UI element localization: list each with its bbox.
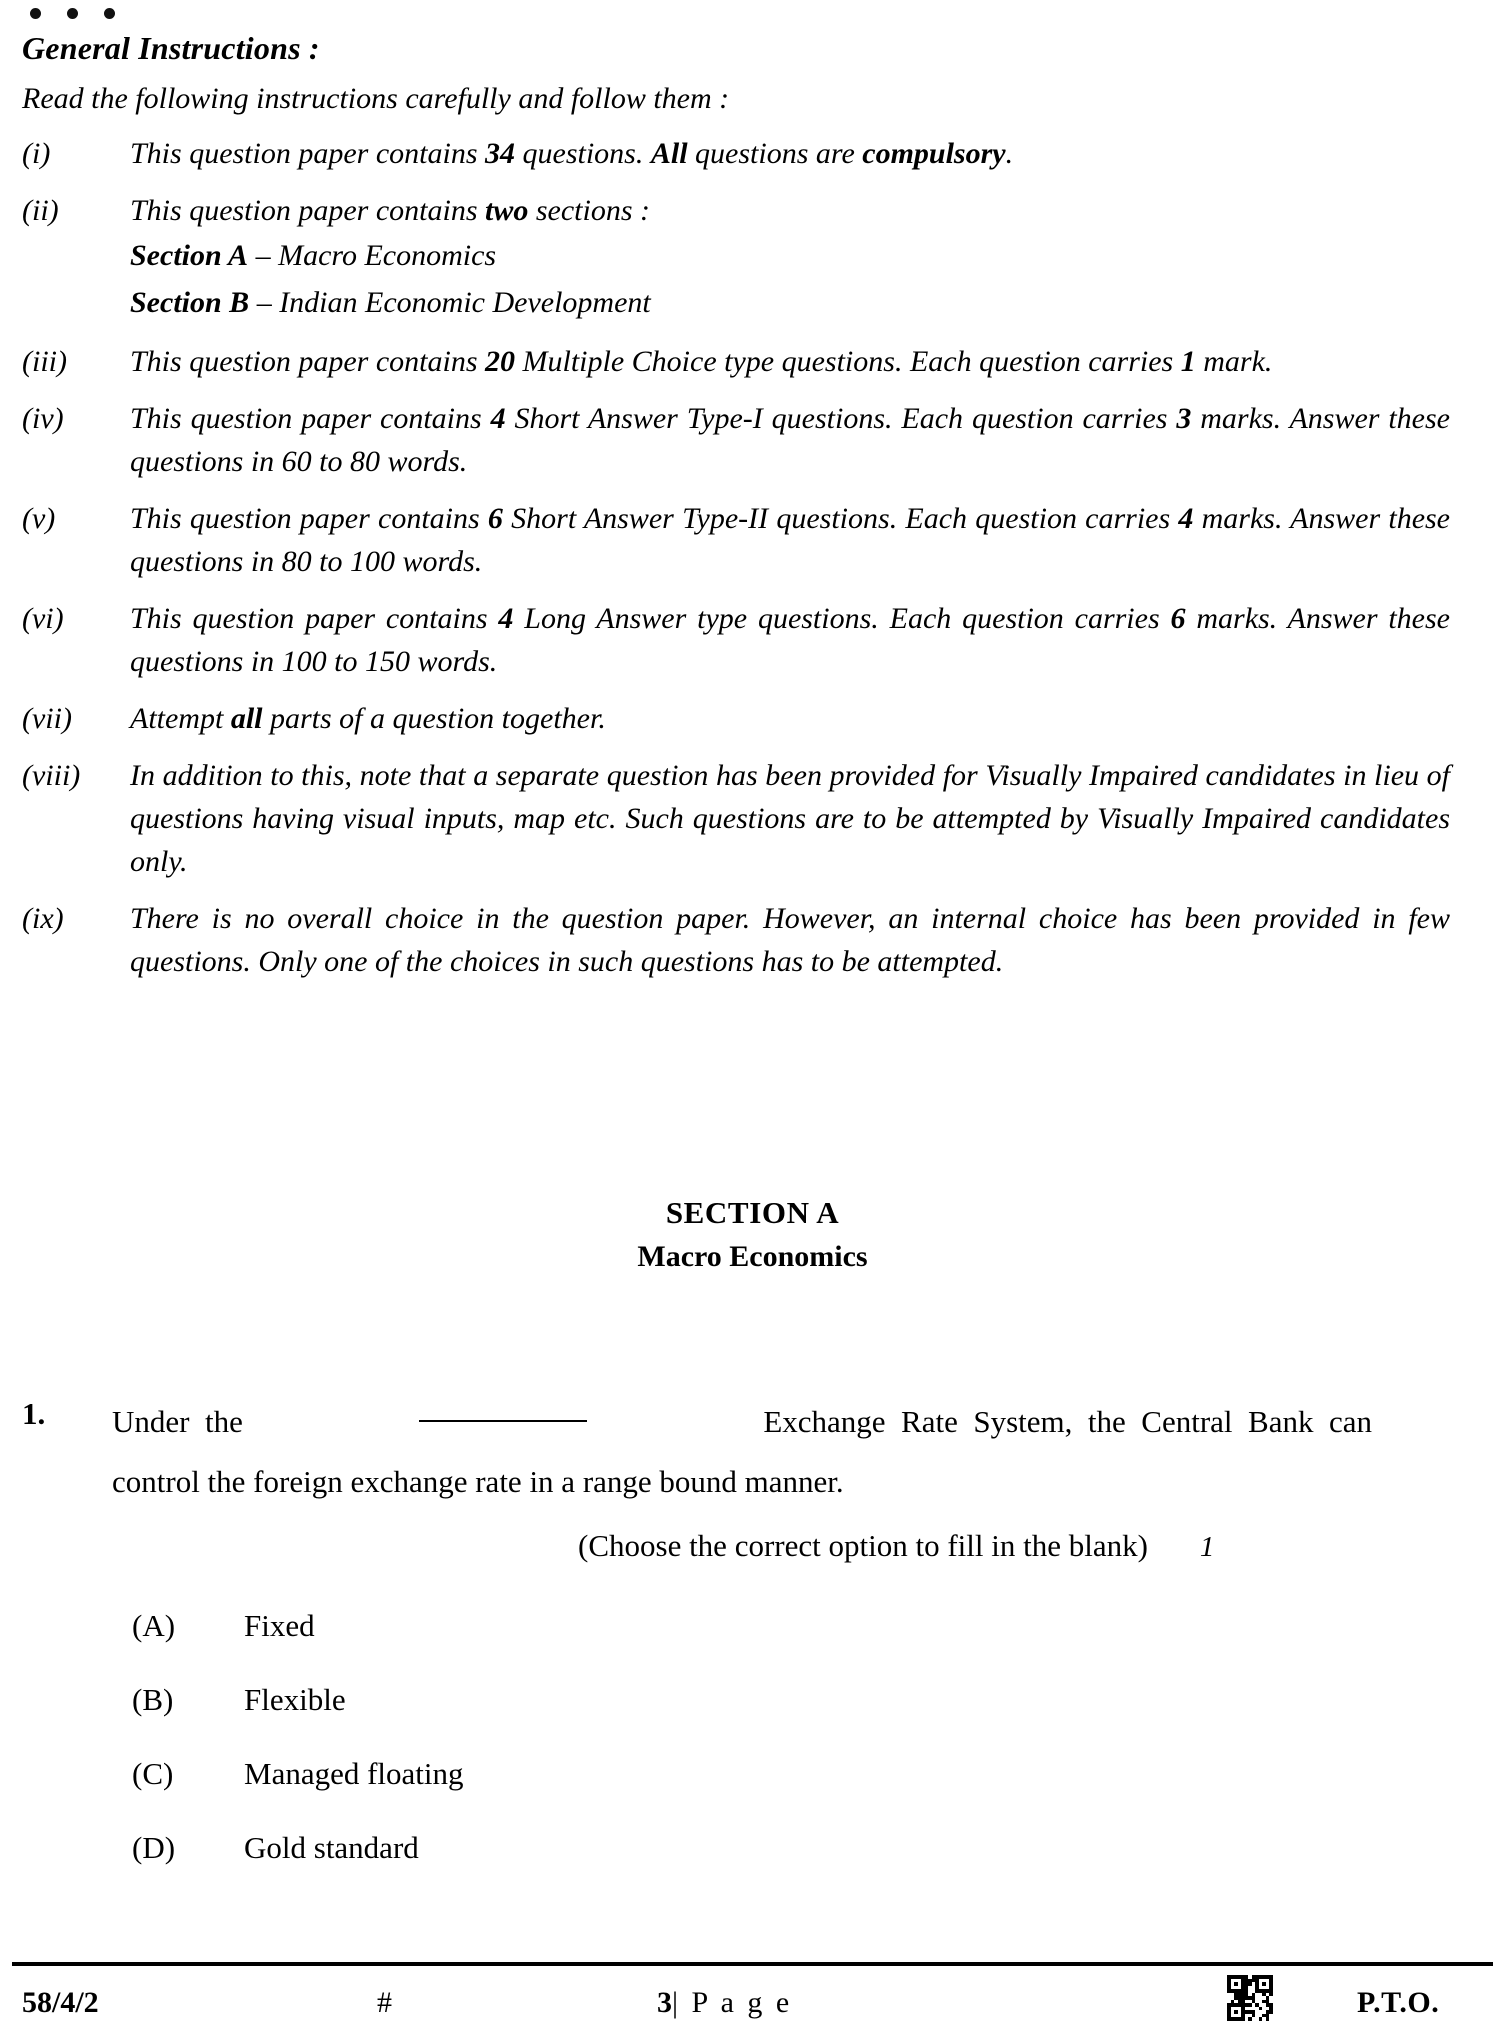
instruction-paragraph	[130, 397, 1450, 483]
emphasis-text: 20	[485, 345, 516, 378]
instruction-item	[22, 597, 1452, 683]
plain-text: marks. Answer these questions in 80 to 100 words.	[130, 502, 1450, 578]
option-label: Fixed	[244, 1608, 315, 1643]
general-instructions-subtitle: Read the following instructions carefully and follow them :	[22, 82, 730, 115]
plain-text: This question paper contains	[130, 137, 486, 170]
top-dots-decoration	[30, 8, 115, 19]
paper-code: 58/4/2	[22, 1985, 99, 2019]
instruction-text	[130, 497, 1452, 583]
instruction-text	[130, 397, 1452, 483]
plain-text: questions are	[687, 137, 863, 170]
option-row[interactable]	[22, 1682, 1022, 1756]
section-name-line	[130, 232, 1450, 279]
instruction-text	[130, 132, 1452, 175]
plain-text: marks. Answer these questions in 100 to 150 words.	[130, 602, 1450, 678]
page-separator: |	[672, 1985, 682, 2019]
question-1-number: 1.	[22, 1396, 46, 1431]
dot-icon	[30, 8, 41, 19]
qr-cell	[1269, 2017, 1273, 2021]
emphasis-text: compulsory	[862, 137, 1006, 170]
plain-text: sections :	[528, 194, 651, 227]
plain-text: This question paper contains	[130, 194, 486, 227]
option-key: (C)	[132, 1756, 174, 1791]
question-1-line1-before: Under the	[112, 1404, 243, 1439]
footer-divider	[12, 1962, 1493, 1966]
question-1-options	[22, 1608, 1022, 1904]
choose-option-hint-row	[22, 1528, 1452, 1564]
emphasis-text: All	[650, 137, 688, 170]
instruction-item	[22, 397, 1452, 483]
instruction-item	[22, 754, 1452, 883]
option-key: (A)	[132, 1608, 176, 1643]
page-label: P a g e	[691, 1985, 793, 2019]
instruction-paragraph	[130, 597, 1450, 683]
general-instructions-heading: General Instructions :	[22, 30, 320, 66]
instruction-number: (vi)	[22, 602, 64, 635]
section-name-line	[130, 279, 1450, 326]
emphasis-text: all	[230, 702, 263, 735]
instruction-number: (i)	[22, 137, 51, 170]
instruction-item	[22, 497, 1452, 583]
plain-text: questions.	[515, 137, 651, 170]
plain-text: mark.	[1195, 345, 1273, 378]
emphasis-text: 4	[498, 602, 514, 635]
instruction-number: (viii)	[22, 759, 81, 792]
plain-text: Multiple Choice type questions. Each question carries	[515, 345, 1181, 378]
question-1-marks: 1	[1199, 1531, 1215, 1563]
emphasis-text: 6	[1170, 602, 1186, 635]
page-footer	[12, 1975, 1493, 2030]
instruction-text	[130, 189, 1452, 326]
page-number: 3	[657, 1985, 672, 2019]
question-1	[22, 1392, 1452, 1512]
instruction-paragraph	[130, 754, 1450, 883]
plain-text: In addition to this, note that a separate question has been provided for Visually Impaired candidates in lieu of questions having visual inputs, map etc. Such questions are to be attempted by Visually Impaired candidates only.	[130, 759, 1450, 878]
plain-text: This question paper contains	[130, 402, 491, 435]
page-indicator	[657, 1986, 792, 2020]
instruction-text	[130, 754, 1452, 883]
question-1-line1-after: Exchange Rate System, the Central Bank can	[763, 1404, 1372, 1439]
instruction-item	[22, 897, 1452, 983]
instruction-paragraph	[130, 897, 1450, 983]
option-row[interactable]	[22, 1608, 1022, 1682]
instruction-paragraph	[130, 697, 1450, 740]
qr-code-icon	[1227, 1975, 1273, 2021]
emphasis-text: 4	[1178, 502, 1194, 535]
instruction-number: (iii)	[22, 345, 67, 378]
plain-text: Long Answer type questions. Each question carries	[513, 602, 1171, 635]
instruction-item	[22, 340, 1452, 383]
instruction-paragraph	[130, 497, 1450, 583]
instructions-list	[22, 132, 1452, 997]
plain-text: Attempt	[130, 702, 231, 735]
section-a-subtitle: Macro Economics	[637, 1240, 868, 1273]
instruction-number: (vii)	[22, 702, 72, 735]
plain-text: This question paper contains	[130, 502, 488, 535]
instruction-number: (iv)	[22, 402, 64, 435]
plain-text: This question paper contains	[130, 345, 486, 378]
instruction-item	[22, 697, 1452, 740]
instruction-number: (ii)	[22, 194, 59, 227]
pto-label: P.T.O.	[1357, 1985, 1440, 2019]
instruction-item	[22, 132, 1452, 175]
plain-text: Short Answer Type-I questions. Each question carries	[505, 402, 1177, 435]
question-1-line2: control the foreign exchange rate in a range bound manner.	[112, 1464, 844, 1499]
plain-text: marks. Answer these questions in 60 to 80 words.	[130, 402, 1450, 478]
emphasis-text: 3	[1176, 402, 1192, 435]
section-name: Section B	[130, 286, 250, 319]
section-name: Section A	[130, 239, 249, 272]
instruction-paragraph	[130, 340, 1450, 383]
option-row[interactable]	[22, 1830, 1022, 1904]
hash-symbol: #	[377, 1985, 392, 2019]
question-1-text	[112, 1392, 1452, 1512]
plain-text: .	[1005, 137, 1014, 170]
section-description: – Macro Economics	[248, 239, 497, 272]
instruction-item	[22, 189, 1452, 326]
fill-in-blank[interactable]	[419, 1392, 587, 1422]
instruction-text	[130, 897, 1452, 983]
instruction-text	[130, 697, 1452, 740]
section-description: – Indian Economic Development	[249, 286, 651, 319]
instruction-text	[130, 597, 1452, 683]
plain-text: This question paper contains	[130, 602, 499, 635]
emphasis-text: two	[485, 194, 529, 227]
instruction-paragraph	[130, 189, 1450, 232]
choose-option-hint: (Choose the correct option to fill in the blank)	[578, 1528, 1148, 1563]
option-label: Managed floating	[244, 1756, 464, 1791]
plain-text: There is no overall choice in the question paper. However, an internal choice has been provided in few questions. Only one of the choices in such questions has to be attempted.	[130, 902, 1450, 978]
instruction-paragraph	[130, 132, 1450, 175]
option-label: Gold standard	[244, 1830, 419, 1865]
instruction-text	[130, 340, 1452, 383]
instruction-number: (v)	[22, 502, 56, 535]
option-row[interactable]	[22, 1756, 1022, 1830]
emphasis-text: 4	[490, 402, 506, 435]
option-label: Flexible	[244, 1682, 346, 1717]
dot-icon	[104, 8, 115, 19]
option-key: (B)	[132, 1682, 174, 1717]
emphasis-text: 34	[485, 137, 516, 170]
plain-text: Short Answer Type-II questions. Each question carries	[502, 502, 1179, 535]
dot-icon	[67, 8, 78, 19]
emphasis-text: 1	[1180, 345, 1196, 378]
instruction-number: (ix)	[22, 902, 64, 935]
option-key: (D)	[132, 1830, 176, 1865]
emphasis-text: 6	[487, 502, 503, 535]
plain-text: parts of a question together.	[262, 702, 606, 735]
section-a-title: SECTION A	[665, 1195, 840, 1230]
